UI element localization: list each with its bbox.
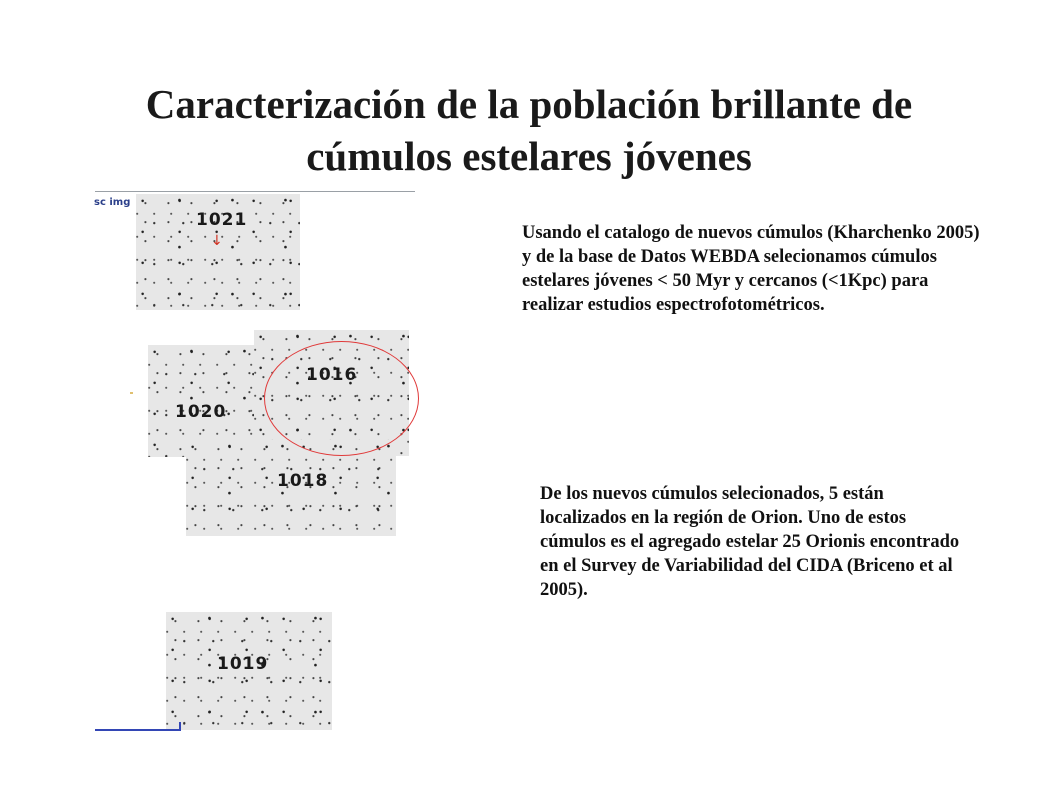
- title-line-1: Caracterización de la población brillante de: [145, 81, 913, 127]
- plate-label-1019: 1019: [217, 654, 269, 674]
- image-toolbar-label: sc img: [94, 197, 131, 208]
- plate-1021: [136, 194, 300, 310]
- plate-1019: [166, 612, 332, 730]
- paragraph-catalog: Usando el catalogo de nuevos cúmulos (Kharchenko 2005) y de la base de Datos WEBDA selecionamos cúmulos estelares jóvenes < 50 Myr y cercanos (<1Kpc) para realizar estudios espectrofotométricos.: [522, 223, 980, 315]
- scale-bar: [95, 729, 181, 731]
- highlight-circle: [264, 341, 419, 456]
- arrow-down-icon: ↓: [211, 233, 223, 249]
- plate-label-1021: 1021: [196, 210, 248, 230]
- plate-label-1016: 1016: [306, 365, 358, 385]
- image-top-border: [95, 191, 415, 192]
- plate-1018: [186, 440, 396, 536]
- plate-label-1020: 1020: [175, 402, 227, 422]
- image-artifact: [130, 392, 133, 394]
- slide-title: [0, 78, 1058, 182]
- scale-bar-tick: [179, 722, 181, 731]
- plate-label-1018: 1018: [277, 471, 329, 491]
- title-line-2: cúmulos estelares jóvenes: [306, 133, 752, 179]
- paragraph-orion: De los nuevos cúmulos selecionados, 5 están localizados en la región de Orion. Uno de estos cúmulos es el agregado estelar 25 Orionis encontrado en el Survey de Variabilidad del CIDA (Briceno et al 2005).: [540, 484, 960, 600]
